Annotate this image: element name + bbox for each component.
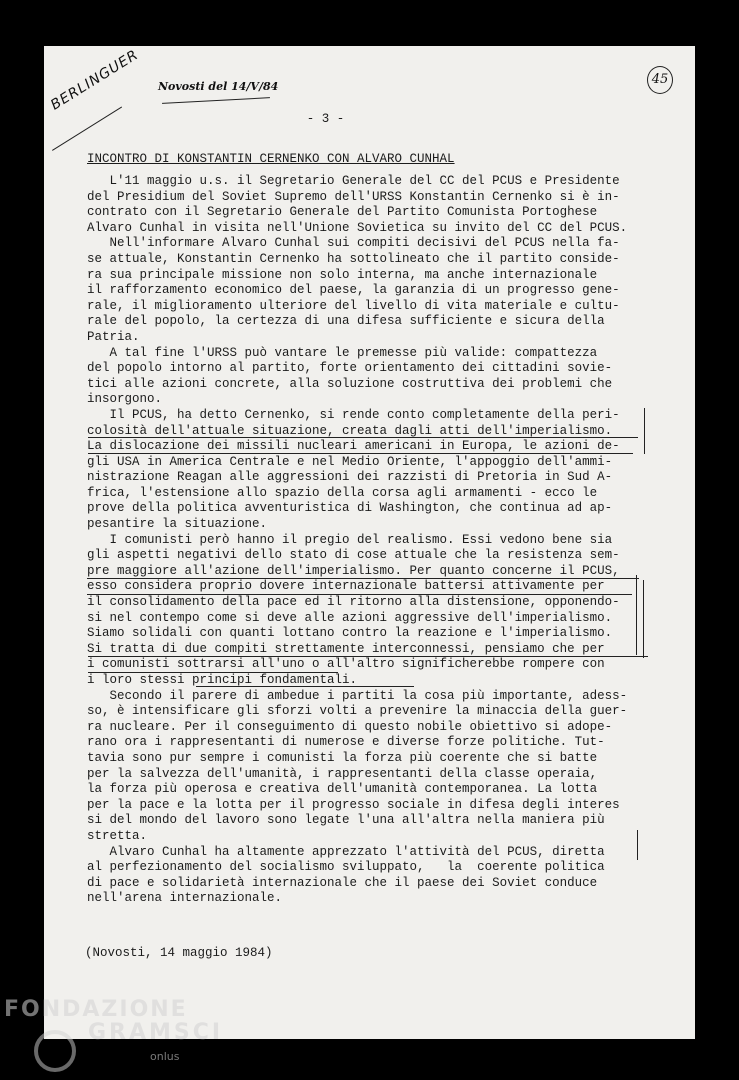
body-line: i loro stessi principi fondamentali. bbox=[87, 673, 358, 687]
body-line: insorgono. bbox=[87, 392, 163, 407]
body-line: so, è intensificare gli sforzi volti a prevenire la minaccia della guer- bbox=[87, 704, 628, 719]
body-line: Siamo solidali con quanti lottano contro la reazione e l'imperialismo. bbox=[87, 626, 613, 641]
body-line: colosità dell'attuale situazione, creata dagli atti dell'imperialismo. bbox=[87, 423, 613, 438]
body-line: Nell'informare Alvaro Cunhal sui compiti decisivi del PCUS nella fa- bbox=[87, 236, 620, 251]
watermark-line2: GRAMSCI bbox=[88, 1020, 224, 1045]
margin-mark bbox=[636, 575, 637, 655]
body-line: frica, l'estensione allo spazio della corsa agli armamenti - ecco le bbox=[87, 485, 598, 500]
body-line: ra sua principale missione non solo interna, ma anche internazionale bbox=[87, 267, 598, 282]
body-line: Il PCUS, ha detto Cernenko, si rende conto completamente della peri- bbox=[87, 407, 620, 422]
body-line: Alvaro Cunhal in visita nell'Unione Sovietica su invito del CC del PCUS. bbox=[87, 220, 628, 235]
handwritten-source-note: Novosti del 14/V/84 bbox=[158, 80, 279, 93]
body-line: rano ora i rappresentanti di numerose e diverse forze politiche. Tut- bbox=[87, 735, 605, 750]
body-line: rale, il miglioramento ulteriore del livello di vita materiale e cultu- bbox=[87, 298, 620, 313]
underline-mark bbox=[88, 437, 638, 438]
source-footer: (Novosti, 14 maggio 1984) bbox=[85, 946, 273, 960]
body-line: per la salvezza dell'umanità, i rappresentanti della classe operaia, bbox=[87, 766, 598, 781]
page-number: - 3 - bbox=[306, 112, 345, 126]
underline-mark bbox=[196, 686, 414, 687]
body-line: gli aspetti negativi dello stato di cose attuale che la resistenza sem- bbox=[87, 548, 620, 563]
margin-mark bbox=[637, 830, 638, 860]
body-line: di pace e solidarietà internazionale che il paese dei Soviet conduce bbox=[87, 875, 598, 890]
margin-mark bbox=[644, 408, 645, 454]
body-line: pre maggiore all'azione dell'imperialismo. Per quanto concerne il PCUS, bbox=[87, 563, 620, 578]
body-line: nistrazione Reagan alle aggressioni dei razzisti di Pretoria in Sud A- bbox=[87, 470, 613, 485]
body-line: gli USA in America Centrale e nel Medio Oriente, l'appoggio dell'ammi- bbox=[87, 454, 613, 469]
underline-mark bbox=[88, 453, 633, 454]
body-line: tavia sono pur sempre i comunisti la forza più coerente che si batte bbox=[87, 750, 598, 765]
body-line: rale del popolo, la certezza di una difesa sufficiente e sicura della bbox=[87, 314, 605, 329]
underline-mark bbox=[88, 656, 648, 657]
watermark-logo bbox=[34, 1030, 76, 1072]
body-line: Patria. bbox=[87, 329, 140, 344]
watermark-line3: onlus bbox=[150, 1050, 180, 1063]
body-line: L'11 maggio u.s. il Segretario Generale del CC del PCUS e Presidente bbox=[87, 174, 620, 188]
body-line: nell'arena internazionale. bbox=[87, 891, 283, 906]
body-line: prove della politica avventuristica di Washington, che continua ad ap- bbox=[87, 501, 613, 516]
body-line: Secondo il parere di ambedue i partiti la cosa più importante, adess- bbox=[87, 688, 628, 703]
circled-page-number: 45 bbox=[647, 66, 673, 94]
body-line: Alvaro Cunhal ha altamente apprezzato l'attività del PCUS, diretta bbox=[87, 844, 605, 859]
body-line: Si tratta di due compiti strettamente interconnessi, pensiamo che per bbox=[87, 641, 605, 656]
body-line: si del mondo del lavoro sono legate l'una all'altra nella maniera più bbox=[87, 813, 605, 828]
body-line: esso considera proprio dovere internazionale battersi attivamente per bbox=[87, 579, 605, 594]
body-line: si nel contempo come si deve alle azioni aggressive dell'imperialismo. bbox=[87, 610, 613, 625]
body-line: al perfezionamento del socialismo sviluppato, la coerente politica bbox=[87, 860, 605, 875]
berlinguer-stamp: BERLINGUER bbox=[48, 46, 142, 114]
body-line: stretta. bbox=[87, 828, 148, 843]
body-line: del popolo intorno al partito, forte orientamento dei cittadini sovie- bbox=[87, 361, 613, 376]
underline-mark bbox=[87, 594, 632, 595]
margin-mark bbox=[643, 580, 644, 658]
watermark-line1: FONDAZIONE bbox=[4, 997, 188, 1022]
body-line: tici alle azioni concrete, alla soluzione costruttiva dei problemi che bbox=[87, 376, 613, 391]
underline-mark bbox=[88, 672, 338, 673]
body-line: il consolidamento della pace ed il ritorno alla distensione, opponendo- bbox=[87, 595, 620, 610]
underline-mark bbox=[87, 578, 639, 579]
body-line: per la pace e la lotta per il progresso sociale in difesa degli interes bbox=[87, 797, 620, 812]
body-line: i comunisti sottrarsi all'uno o all'altro significherebbe rompere con bbox=[87, 657, 605, 672]
body-line: la forza più operosa e creativa dell'umanità contemporanea. La lotta bbox=[87, 782, 598, 797]
body-line: I comunisti però hanno il pregio del realismo. Essi vedono bene sia bbox=[87, 532, 613, 547]
document-title: INCONTRO DI KONSTANTIN CERNENKO CON ALVARO CUNHAL bbox=[87, 152, 455, 166]
body-line: se attuale, Konstantin Cernenko ha sottolineato che il partito conside- bbox=[87, 251, 620, 266]
body-line: La dislocazione dei missili nucleari americani in Europa, le azioni de- bbox=[87, 439, 620, 454]
body-line: ra nucleare. Per il conseguimento di questo nobile obiettivo si adope- bbox=[87, 719, 613, 734]
body-line: A tal fine l'URSS può vantare le premesse più valide: compattezza bbox=[87, 345, 598, 360]
document-body bbox=[87, 174, 657, 907]
body-line: il rafforzamento economico del paese, la garanzia di un progresso gene- bbox=[87, 283, 620, 298]
body-line: del Presidium del Soviet Supremo dell'URSS Konstantin Cernenko si è in- bbox=[87, 189, 620, 204]
body-line: contrato con il Segretario Generale del Partito Comunista Portoghese bbox=[87, 205, 598, 220]
body-line: pesantire la situazione. bbox=[87, 517, 268, 532]
